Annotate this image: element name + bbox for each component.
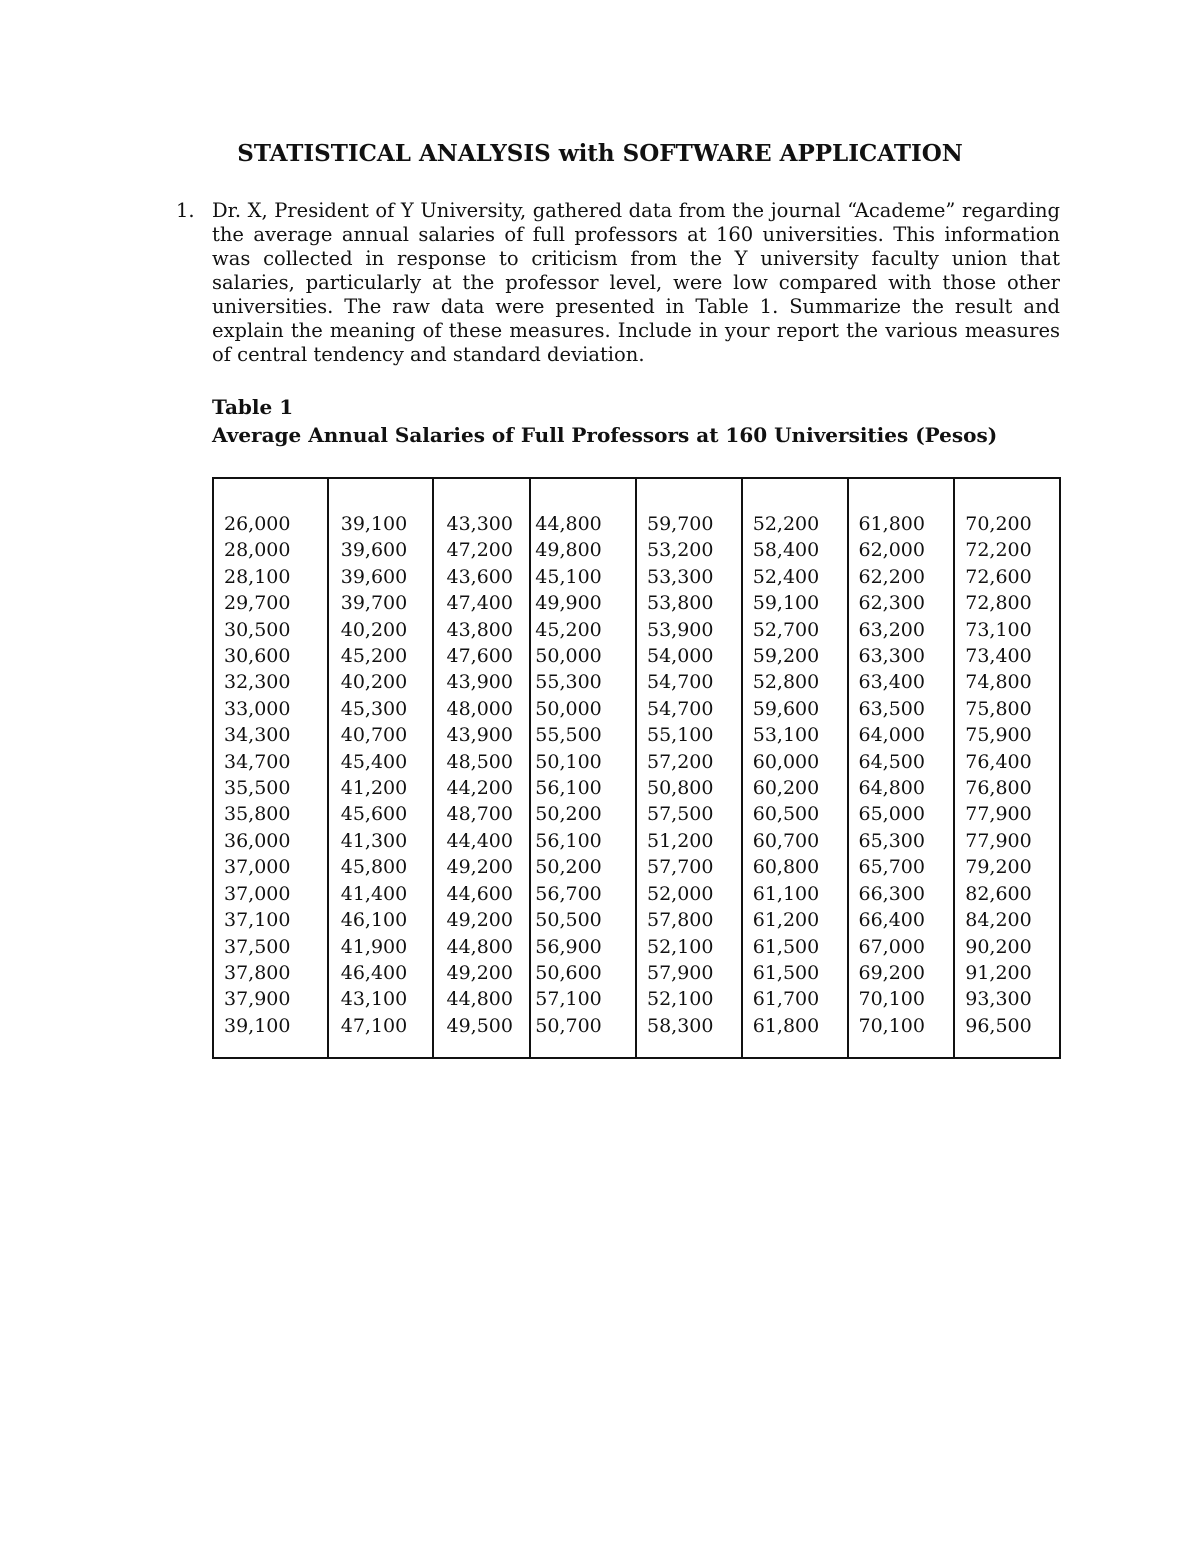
table-cell: 65,300 [858, 829, 925, 852]
table-cell: 30,600 [224, 645, 291, 668]
table-cell: 63,300 [858, 645, 925, 668]
table-cell: 45,400 [340, 750, 408, 773]
table-cell: 64,500 [858, 750, 925, 773]
table-cell: 52,100 [647, 935, 714, 958]
table-cell: 61,700 [752, 988, 820, 1011]
table-cell: 47,400 [446, 592, 513, 615]
salary-table [212, 477, 1061, 1059]
table-cell: 53,800 [647, 592, 714, 615]
table-cell: 54,000 [647, 645, 714, 668]
table-cell: 37,800 [224, 961, 291, 984]
table-cell: 56,100 [535, 777, 602, 800]
table-cell: 44,600 [446, 882, 513, 905]
table-cell: 53,900 [647, 618, 714, 641]
table-cell: 75,800 [965, 697, 1032, 720]
table-cell: 91,200 [965, 961, 1032, 984]
table-cell: 58,400 [752, 539, 820, 562]
table-cell: 56,900 [535, 935, 602, 958]
table-cell: 63,200 [858, 618, 925, 641]
table-cell: 70,100 [858, 1014, 925, 1037]
table-cell: 65,700 [858, 856, 925, 879]
table-cell: 57,800 [647, 909, 714, 932]
table-cell: 50,000 [535, 697, 602, 720]
table-cell: 50,000 [535, 645, 602, 668]
table-cell: 76,800 [965, 777, 1032, 800]
table-cell: 66,400 [858, 909, 925, 932]
table-cell: 57,700 [647, 856, 714, 879]
table-cell: 40,200 [340, 671, 408, 694]
table-cell: 52,100 [647, 988, 714, 1011]
table-cell: 37,000 [224, 882, 291, 905]
table-cell: 48,500 [446, 750, 513, 773]
table-cell: 63,500 [858, 697, 925, 720]
table-cell: 56,100 [535, 829, 602, 852]
table-cell: 43,100 [340, 988, 408, 1011]
table-cell: 39,600 [340, 539, 408, 562]
table-cell: 52,000 [647, 882, 714, 905]
table-cell: 66,300 [858, 882, 925, 905]
table-cell: 37,100 [224, 909, 291, 932]
table-cell: 61,100 [752, 882, 820, 905]
table-cell: 48,000 [446, 697, 513, 720]
table-cell: 39,100 [224, 1014, 291, 1037]
table-cell: 72,200 [965, 539, 1032, 562]
table-cell: 45,600 [340, 803, 408, 826]
table-cell: 96,500 [965, 1014, 1032, 1037]
table-cell: 41,900 [340, 935, 408, 958]
question-number: 1. [176, 199, 195, 222]
question-text: Dr. X, President of Y University, gathered data from the journal “Academe” regarding the average annual salaries of full professors at 160 universities. This information was collected in response to criticism from the Y university faculty union that salaries, particularly at the professor level, were low compared with those other universities. The raw data were presented in Table 1. Summarize the result and explain the meaning of these measures. Include in your report the various measures of central tendency and standard deviation. [212, 199, 1060, 366]
table-cell: 44,200 [446, 777, 513, 800]
table-cell: 39,100 [340, 513, 408, 535]
table-cell: 55,100 [647, 724, 714, 747]
table-cell: 77,900 [965, 803, 1032, 826]
table-heading [212, 393, 997, 449]
table-cell: 43,900 [446, 724, 513, 747]
table-cell: 53,200 [647, 539, 714, 562]
table-cell: 45,200 [340, 645, 408, 668]
table-cell: 44,800 [446, 935, 513, 958]
table-cell: 69,200 [858, 961, 925, 984]
table-cell: 63,400 [858, 671, 925, 694]
table-cell: 50,100 [535, 750, 602, 773]
question-1 [176, 199, 1060, 367]
table-cell: 44,400 [446, 829, 513, 852]
table-cell: 61,200 [752, 909, 820, 932]
table-cell: 50,200 [535, 856, 602, 879]
table-cell: 32,300 [224, 671, 291, 694]
table-cell: 52,700 [752, 618, 820, 641]
table-cell: 37,500 [224, 935, 291, 958]
table-cell: 61,800 [752, 1014, 820, 1037]
table-cell: 60,200 [752, 777, 820, 800]
table-cell: 49,200 [446, 856, 513, 879]
table-cell: 34,700 [224, 750, 291, 773]
table-cell: 57,200 [647, 750, 714, 773]
table-cell: 28,100 [224, 565, 291, 588]
table-cell: 37,000 [224, 856, 291, 879]
table-column-1 [214, 479, 329, 1057]
table-cell: 59,700 [647, 513, 714, 535]
table-cell: 60,700 [752, 829, 820, 852]
table-cell: 64,000 [858, 724, 925, 747]
table-cell: 58,300 [647, 1014, 714, 1037]
table-cell: 62,000 [858, 539, 925, 562]
table-column-8 [955, 479, 1059, 1057]
table-cell: 53,300 [647, 565, 714, 588]
table-cell: 72,800 [965, 592, 1032, 615]
table-cell: 52,400 [752, 565, 820, 588]
table-cell: 67,000 [858, 935, 925, 958]
table-cell: 36,000 [224, 829, 291, 852]
table-cell: 56,700 [535, 882, 602, 905]
document-title: STATISTICAL ANALYSIS with SOFTWARE APPLICATION [237, 140, 963, 167]
table-cell: 49,800 [535, 539, 602, 562]
table-cell: 77,900 [965, 829, 1032, 852]
table-cell: 47,100 [340, 1014, 408, 1037]
table-cell: 74,800 [965, 671, 1032, 694]
table-column-2 [329, 479, 435, 1057]
table-cell: 45,300 [340, 697, 408, 720]
table-cell: 73,400 [965, 645, 1032, 668]
table-cell: 54,700 [647, 697, 714, 720]
table-cell: 59,600 [752, 697, 820, 720]
table-cell: 49,500 [446, 1014, 513, 1037]
table-cell: 60,000 [752, 750, 820, 773]
table-cell: 52,800 [752, 671, 820, 694]
table-cell: 26,000 [224, 513, 291, 535]
table-cell: 45,200 [535, 618, 602, 641]
table-cell: 61,800 [858, 513, 925, 535]
table-cell: 41,200 [340, 777, 408, 800]
table-cell: 46,100 [340, 909, 408, 932]
table-cell: 90,200 [965, 935, 1032, 958]
table-cell: 50,800 [647, 777, 714, 800]
table-cell: 62,200 [858, 565, 925, 588]
table-cell: 41,300 [340, 829, 408, 852]
table-cell: 45,800 [340, 856, 408, 879]
table-cell: 52,200 [752, 513, 820, 535]
table-cell: 57,100 [535, 988, 602, 1011]
table-cell: 55,500 [535, 724, 602, 747]
table-cell: 29,700 [224, 592, 291, 615]
table-cell: 57,500 [647, 803, 714, 826]
table-cell: 30,500 [224, 618, 291, 641]
table-cell: 50,600 [535, 961, 602, 984]
table-cell: 49,200 [446, 909, 513, 932]
table-cell: 57,900 [647, 961, 714, 984]
table-column-5 [637, 479, 743, 1057]
table-cell: 53,100 [752, 724, 820, 747]
table-cell: 35,500 [224, 777, 291, 800]
table-cell: 75,900 [965, 724, 1032, 747]
table-cell: 49,900 [535, 592, 602, 615]
table-cell: 50,500 [535, 909, 602, 932]
table-cell: 61,500 [752, 935, 820, 958]
table-caption: Average Annual Salaries of Full Professors at 160 Universities (Pesos) [212, 423, 998, 447]
table-cell: 48,700 [446, 803, 513, 826]
table-cell: 50,200 [535, 803, 602, 826]
table-cell: 82,600 [965, 882, 1032, 905]
table-cell: 40,200 [340, 618, 408, 641]
table-cell: 37,900 [224, 988, 291, 1011]
table-cell: 72,600 [965, 565, 1032, 588]
table-cell: 43,300 [446, 513, 513, 535]
table-cell: 40,700 [340, 724, 408, 747]
table-column-6 [743, 479, 849, 1057]
table-cell: 93,300 [965, 988, 1032, 1011]
table-cell: 59,100 [752, 592, 820, 615]
table-cell: 41,400 [340, 882, 408, 905]
table-column-3 [434, 479, 531, 1057]
table-cell: 47,600 [446, 645, 513, 668]
table-cell: 65,000 [858, 803, 925, 826]
table-cell: 39,600 [340, 565, 408, 588]
table-cell: 60,500 [752, 803, 820, 826]
table-cell: 39,700 [340, 592, 408, 615]
table-cell: 44,800 [446, 988, 513, 1011]
table-cell: 50,700 [535, 1014, 602, 1037]
table-cell: 51,200 [647, 829, 714, 852]
table-cell: 33,000 [224, 697, 291, 720]
table-cell: 35,800 [224, 803, 291, 826]
table-cell: 61,500 [752, 961, 820, 984]
table-cell: 70,200 [965, 513, 1032, 535]
table-cell: 44,800 [535, 513, 602, 535]
table-column-4 [531, 479, 637, 1057]
table-cell: 47,200 [446, 539, 513, 562]
table-cell: 45,100 [535, 565, 602, 588]
table-cell: 54,700 [647, 671, 714, 694]
table-label: Table 1 [212, 395, 294, 419]
table-cell: 60,800 [752, 856, 820, 879]
table-cell: 70,100 [858, 988, 925, 1011]
table-cell: 46,400 [340, 961, 408, 984]
table-cell: 55,300 [535, 671, 602, 694]
table-cell: 43,900 [446, 671, 513, 694]
table-cell: 28,000 [224, 539, 291, 562]
table-cell: 79,200 [965, 856, 1032, 879]
table-cell: 43,600 [446, 565, 513, 588]
table-cell: 84,200 [965, 909, 1032, 932]
table-cell: 59,200 [752, 645, 820, 668]
table-cell: 43,800 [446, 618, 513, 641]
table-cell: 49,200 [446, 961, 513, 984]
table-cell: 62,300 [858, 592, 925, 615]
table-cell: 73,100 [965, 618, 1032, 641]
table-cell: 34,300 [224, 724, 291, 747]
table-cell: 64,800 [858, 777, 925, 800]
table-column-7 [849, 479, 956, 1057]
table-cell: 76,400 [965, 750, 1032, 773]
